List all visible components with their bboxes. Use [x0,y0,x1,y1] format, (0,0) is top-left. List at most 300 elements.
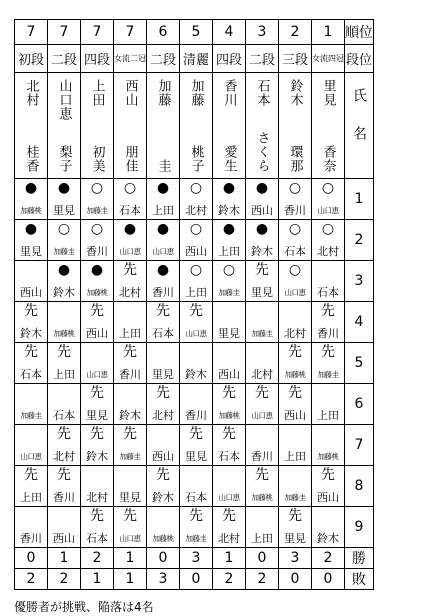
game-result [213,344,245,382]
game-cell [81,261,114,302]
game-result [147,262,179,300]
game-cell [279,507,312,548]
opponent-name: 香川 [251,450,273,463]
game-result [246,385,278,423]
game-cell [312,384,345,425]
rank-cell: 2 [279,20,312,45]
losses-cell: 1 [81,569,114,590]
losses-row [15,569,374,590]
game-cell [81,384,114,425]
opponent-name: 里見 [119,491,141,504]
opponent-name: 石本 [185,491,207,504]
round-row [15,384,374,425]
opponent-name: 加藤桃 [317,452,339,461]
game-cell [81,466,114,507]
game-result [81,180,113,218]
game-cell [15,384,48,425]
opponent-name: 山口恵 [317,206,339,215]
game-cell [246,343,279,384]
player-name [246,79,278,173]
game-cell [180,343,213,384]
rank-cell: 7 [114,20,147,45]
opponent-name: 加藤桃 [218,411,240,420]
player-surname: 北村 [23,78,39,107]
opponent-name: 加藤桃 [20,206,42,215]
opponent-name: 里見 [284,532,306,545]
opponent-name: 北村 [86,491,108,504]
game-cell [180,425,213,466]
result-mark: 先 [189,426,203,442]
result-mark: ○ [288,262,302,278]
game-result [147,344,179,382]
game-cell [15,466,48,507]
player-name-cell [147,73,180,179]
game-result [15,344,47,382]
rank-cell: 1 [312,20,345,45]
game-result [114,508,146,546]
round-number: 7 [345,425,374,466]
opponent-name: 香川 [86,245,108,258]
game-cell [180,302,213,343]
game-cell [180,220,213,261]
opponent-name: 香川 [152,286,174,299]
rank-cell: 7 [15,20,48,45]
opponent-name: 西山 [152,450,174,463]
game-cell [48,466,81,507]
opponent-name: 西山 [53,532,75,545]
game-cell [312,261,345,302]
player-name [114,79,146,173]
game-result [15,180,47,218]
losses-cell: 3 [147,569,180,590]
result-mark: 先 [156,385,170,401]
game-cell [147,425,180,466]
player-name [213,79,245,173]
game-cell [279,384,312,425]
game-result [48,262,80,300]
game-result [114,426,146,464]
game-result [15,221,47,259]
game-cell [312,343,345,384]
player-given-name: 愛生 [221,144,237,173]
dan-cell: 四段 [81,45,114,73]
opponent-name: 山口恵 [284,288,306,297]
game-cell [48,507,81,548]
result-mark: ● [24,221,38,237]
result-mark: ● [255,180,269,196]
game-result [246,180,278,218]
opponent-name: 鈴木 [119,409,141,422]
game-result [147,508,179,546]
opponent-name: 加藤桃 [53,329,75,338]
opponent-name: 鈴木 [20,327,42,340]
player-name-cell [48,73,81,179]
opponent-name: 石本 [86,532,108,545]
wins-row [15,548,374,569]
game-cell [81,343,114,384]
name-label-text: 氏名 [351,87,367,164]
result-mark: ● [156,180,170,196]
game-cell [81,220,114,261]
game-result [246,467,278,505]
result-mark: 先 [156,467,170,483]
result-mark: 先 [57,344,71,360]
result-mark: 先 [222,508,236,524]
result-mark: ○ [90,180,104,196]
game-cell [246,466,279,507]
game-result [48,508,80,546]
opponent-name: 西山 [284,409,306,422]
wins-cell: 2 [312,548,345,569]
opponent-name: 加藤桃 [251,493,273,502]
result-mark: ○ [57,221,71,237]
opponent-name: 石本 [218,450,240,463]
game-cell [147,466,180,507]
opponent-name: 上田 [218,245,240,258]
game-cell [246,425,279,466]
game-result [81,426,113,464]
rank-cell: 4 [213,20,246,45]
game-cell [114,425,147,466]
game-cell [312,425,345,466]
wins-cell: 0 [246,548,279,569]
game-result [279,344,311,382]
game-result [312,180,344,218]
game-cell [15,343,48,384]
opponent-name: 上田 [20,491,42,504]
player-name-cell [15,73,48,179]
rank-cell: 7 [48,20,81,45]
game-result [48,180,80,218]
opponent-name: 加藤桃 [152,534,174,543]
game-result [312,508,344,546]
game-result [180,467,212,505]
game-result [48,426,80,464]
game-cell [213,261,246,302]
round-row [15,261,374,302]
opponent-name: 里見 [251,286,273,299]
game-result [81,467,113,505]
player-name-cell [180,73,213,179]
player-name-cell [213,73,246,179]
losses-cell: 2 [48,569,81,590]
game-cell [114,302,147,343]
opponent-name: 北村 [317,245,339,258]
opponent-name: 山口恵 [119,247,141,256]
losses-cell: 0 [180,569,213,590]
game-result [279,221,311,259]
game-cell [15,507,48,548]
game-cell [246,384,279,425]
wins-cell: 1 [114,548,147,569]
opponent-name: 加藤桃 [86,288,108,297]
opponent-name: 加藤桃 [284,370,306,379]
opponent-name: 石本 [20,368,42,381]
game-cell [312,507,345,548]
game-cell [180,261,213,302]
result-mark: ○ [189,180,203,196]
opponent-name: 里見 [218,327,240,340]
opponent-name: 加藤圭 [284,493,306,502]
game-result [279,467,311,505]
dan-cell [114,45,147,73]
game-cell [213,384,246,425]
opponent-name: 北村 [119,286,141,299]
game-result [114,221,146,259]
opponent-name: 山口恵 [152,247,174,256]
game-result [180,508,212,546]
opponent-name: 上田 [53,368,75,381]
round-row [15,507,374,548]
player-name [48,79,80,173]
game-cell [147,179,180,220]
opponent-name: 加藤圭 [86,206,108,215]
game-cell [81,302,114,343]
game-cell [15,425,48,466]
rank-cell: 3 [246,20,279,45]
opponent-name: 北村 [284,327,306,340]
result-mark: 先 [189,508,203,524]
dan-cell: 二段 [147,45,180,73]
game-cell [213,343,246,384]
game-result [81,344,113,382]
opponent-name: 西山 [218,368,240,381]
opponent-name: 加藤圭 [185,534,207,543]
opponent-name: 北村 [152,409,174,422]
game-result [312,467,344,505]
game-result [15,467,47,505]
round-row [15,179,374,220]
losses-cell: 2 [246,569,279,590]
player-name [15,79,47,173]
opponent-name: 里見 [185,450,207,463]
game-result [246,426,278,464]
result-mark: 先 [321,467,335,483]
opponent-name: 鈴木 [317,532,339,545]
result-mark: 先 [255,467,269,483]
result-mark: ○ [288,221,302,237]
losses-cell: 0 [312,569,345,590]
round-number: 9 [345,507,374,548]
losses-cell: 2 [15,569,48,590]
game-cell [81,179,114,220]
opponent-name: 加藤圭 [53,247,75,256]
player-name-cell [114,73,147,179]
wins-label: 勝 [345,548,374,569]
result-mark: ○ [321,180,335,196]
round-number: 1 [345,179,374,220]
game-cell [114,507,147,548]
dan-cell: 初段 [15,45,48,73]
opponent-name: 上田 [185,286,207,299]
game-result [213,221,245,259]
result-mark: 先 [156,303,170,319]
game-result [213,426,245,464]
game-result [180,221,212,259]
result-mark: 先 [24,303,38,319]
result-mark: ● [123,221,137,237]
game-result [180,385,212,423]
game-result [180,180,212,218]
result-mark: 先 [123,508,137,524]
game-cell [213,302,246,343]
opponent-name: 鈴木 [152,491,174,504]
losses-label: 敗 [345,569,374,590]
game-result [48,221,80,259]
round-number: 6 [345,384,374,425]
game-result [180,426,212,464]
rank-cell: 7 [81,20,114,45]
game-cell [213,179,246,220]
game-result [15,303,47,341]
game-cell [81,425,114,466]
game-cell [147,343,180,384]
game-cell [246,507,279,548]
player-given-name: 桂香 [23,144,39,173]
player-surname: 加藤 [188,78,204,107]
opponent-name: 鈴木 [53,286,75,299]
game-result [279,385,311,423]
player-name [147,79,179,173]
game-result [312,344,344,382]
game-cell [312,179,345,220]
opponent-name: 石本 [317,286,339,299]
opponent-name: 香川 [20,532,42,545]
game-cell [312,466,345,507]
league-table [14,19,374,590]
game-result [114,180,146,218]
game-result [279,303,311,341]
result-mark: 先 [255,262,269,278]
name-row [15,73,374,179]
game-result [246,508,278,546]
game-result [180,262,212,300]
rank-label: 順位 [345,20,374,45]
game-cell [114,261,147,302]
opponent-name: 加藤圭 [20,411,42,420]
rank-row [15,20,374,45]
player-given-name: 圭 [155,158,171,173]
losses-cell: 2 [213,569,246,590]
game-cell [114,384,147,425]
opponent-name: 石本 [284,245,306,258]
opponent-name: 山口恵 [119,534,141,543]
opponent-name: 西山 [185,245,207,258]
game-cell [246,179,279,220]
round-number: 8 [345,466,374,507]
round-number: 4 [345,302,374,343]
game-cell [147,220,180,261]
result-mark: 先 [288,385,302,401]
game-cell [48,179,81,220]
game-result [114,385,146,423]
game-result [48,467,80,505]
game-result [213,303,245,341]
game-result [246,344,278,382]
game-cell [246,220,279,261]
round-row [15,343,374,384]
opponent-name: 北村 [218,532,240,545]
player-given-name: 朋佳 [122,144,138,173]
result-mark: ○ [222,262,236,278]
round-row [15,220,374,261]
result-mark: 先 [90,508,104,524]
game-result [81,303,113,341]
game-cell [312,302,345,343]
game-result [147,426,179,464]
opponent-name: 里見 [53,204,75,217]
round-number: 3 [345,261,374,302]
game-result [279,508,311,546]
game-result [147,180,179,218]
result-mark: ● [255,221,269,237]
result-mark: 先 [90,303,104,319]
result-mark: ● [57,262,71,278]
player-surname: 西山 [122,78,138,107]
dan-cell: 三段 [279,45,312,73]
game-result [279,262,311,300]
game-result [213,467,245,505]
result-mark: ○ [189,221,203,237]
result-mark: ● [90,262,104,278]
game-result [114,303,146,341]
player-surname: 石本 [254,78,270,107]
game-cell [48,261,81,302]
game-cell [213,220,246,261]
league-table-body [15,20,374,590]
opponent-name: 山口恵 [20,452,42,461]
result-mark: ○ [321,221,335,237]
game-result [48,385,80,423]
game-result [147,467,179,505]
wins-cell: 2 [81,548,114,569]
game-cell [180,384,213,425]
game-result [279,426,311,464]
opponent-name: 西山 [86,327,108,340]
opponent-name: 加藤圭 [317,370,339,379]
player-surname: 山口恵 [56,78,72,121]
wins-cell: 0 [147,548,180,569]
game-cell [279,425,312,466]
game-cell [48,302,81,343]
game-result [279,180,311,218]
opponent-name: 上田 [251,532,273,545]
opponent-name: 石本 [152,327,174,340]
result-mark: ● [222,180,236,196]
game-cell [15,220,48,261]
result-mark: 先 [255,385,269,401]
player-given-name: 香奈 [320,144,336,173]
player-surname: 上田 [89,78,105,107]
opponent-name: 北村 [53,450,75,463]
player-surname: 里見 [320,78,336,107]
game-result [15,508,47,546]
result-mark: 先 [321,303,335,319]
opponent-name: 香川 [185,409,207,422]
opponent-name: 北村 [251,368,273,381]
game-cell [48,425,81,466]
game-result [180,303,212,341]
game-cell [114,343,147,384]
game-cell [15,302,48,343]
dan-cell: 二段 [48,45,81,73]
opponent-name: 香川 [53,491,75,504]
wins-cell: 1 [48,548,81,569]
game-cell [279,343,312,384]
game-cell [48,343,81,384]
game-cell [279,302,312,343]
game-result [81,508,113,546]
